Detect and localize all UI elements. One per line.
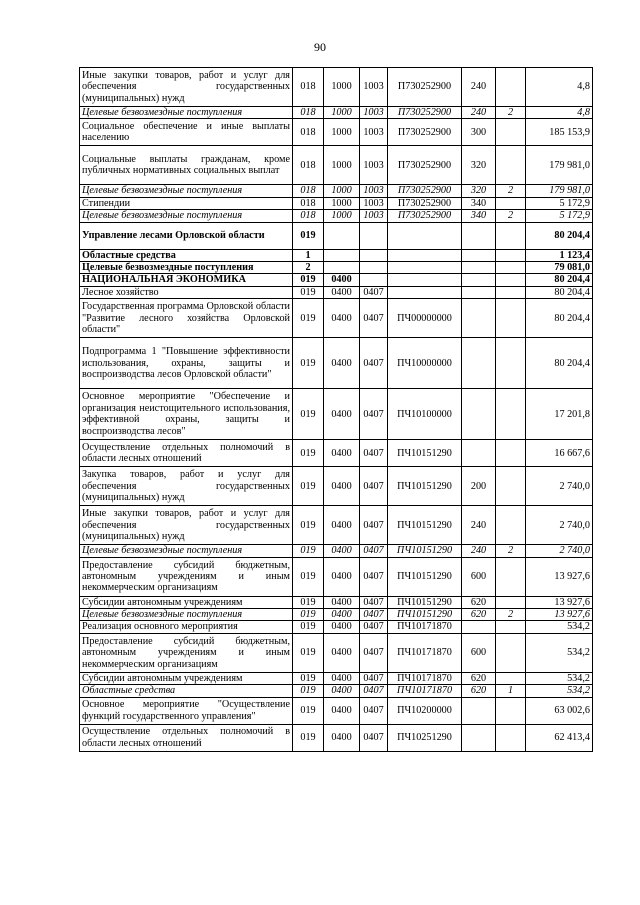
amount-cell: 5 172,9	[526, 210, 593, 222]
section-code-cell: 1000	[324, 107, 360, 119]
expense-type-cell	[462, 621, 496, 633]
section-code-cell	[324, 262, 360, 274]
subsection-code-cell: 1003	[360, 146, 388, 185]
subsection-code-cell: 0407	[360, 557, 388, 596]
row-name-cell: Реализация основного мероприятия	[80, 621, 293, 633]
table-row	[80, 467, 593, 506]
table-row	[80, 672, 593, 684]
amount-cell: 179 981,0	[526, 185, 593, 197]
department-code-cell: 018	[293, 68, 324, 107]
subsection-code-cell: 0407	[360, 685, 388, 697]
section-code-cell: 0400	[324, 338, 360, 389]
department-code-cell: 019	[293, 440, 324, 467]
table-row	[80, 185, 593, 197]
table-row	[80, 338, 593, 389]
table-row	[80, 210, 593, 222]
section-code-cell: 0400	[324, 724, 360, 751]
funding-source-cell	[496, 338, 526, 389]
amount-cell: 13 927,6	[526, 557, 593, 596]
target-article-cell: ПЧ10100000	[388, 389, 462, 440]
expense-type-cell	[462, 222, 496, 249]
table-row	[80, 197, 593, 209]
section-code-cell: 1000	[324, 68, 360, 107]
table-row	[80, 68, 593, 107]
table-row	[80, 389, 593, 440]
amount-cell: 534,2	[526, 672, 593, 684]
amount-cell: 80 204,4	[526, 222, 593, 249]
subsection-code-cell	[360, 262, 388, 274]
amount-cell: 80 204,4	[526, 338, 593, 389]
expense-type-cell: 600	[462, 557, 496, 596]
funding-source-cell: 2	[496, 609, 526, 621]
expense-type-cell: 620	[462, 596, 496, 608]
funding-source-cell: 2	[496, 107, 526, 119]
department-code-cell: 018	[293, 146, 324, 185]
row-name-cell: Управление лесами Орловской области	[80, 222, 293, 249]
expense-type-cell: 620	[462, 672, 496, 684]
department-code-cell: 018	[293, 107, 324, 119]
expense-type-cell	[462, 440, 496, 467]
row-name-cell: Предоставление субсидий бюджетным, автономным учреждениям и иным некоммерческим организациям	[80, 557, 293, 596]
amount-cell: 17 201,8	[526, 389, 593, 440]
section-code-cell: 1000	[324, 146, 360, 185]
row-name-cell: Областные средства	[80, 685, 293, 697]
amount-cell: 5 172,9	[526, 197, 593, 209]
subsection-code-cell: 0407	[360, 621, 388, 633]
department-code-cell: 019	[293, 545, 324, 557]
section-code-cell: 1000	[324, 197, 360, 209]
row-name-cell: Социальные выплаты гражданам, кроме публичных нормативных социальных выплат	[80, 146, 293, 185]
funding-source-cell	[496, 197, 526, 209]
department-code-cell: 019	[293, 596, 324, 608]
row-name-cell: Субсидии автономным учреждениям	[80, 596, 293, 608]
subsection-code-cell: 0407	[360, 338, 388, 389]
department-code-cell: 019	[293, 506, 324, 545]
section-code-cell: 0400	[324, 621, 360, 633]
subsection-code-cell: 1003	[360, 119, 388, 146]
table-row	[80, 222, 593, 249]
funding-source-cell	[496, 222, 526, 249]
section-code-cell: 0400	[324, 467, 360, 506]
funding-source-cell	[496, 724, 526, 751]
target-article-cell: ПЧ10151290	[388, 440, 462, 467]
department-code-cell: 019	[293, 685, 324, 697]
subsection-code-cell: 1003	[360, 210, 388, 222]
target-article-cell: ПЧ10171870	[388, 633, 462, 672]
table-row	[80, 274, 593, 286]
expense-type-cell: 620	[462, 685, 496, 697]
department-code-cell: 019	[293, 621, 324, 633]
amount-cell: 2 740,0	[526, 506, 593, 545]
target-article-cell: П730252900	[388, 146, 462, 185]
amount-cell: 13 927,6	[526, 609, 593, 621]
target-article-cell: ПЧ10200000	[388, 697, 462, 724]
table-row	[80, 286, 593, 298]
expense-type-cell: 240	[462, 107, 496, 119]
subsection-code-cell: 0407	[360, 467, 388, 506]
expense-type-cell: 320	[462, 185, 496, 197]
row-name-cell: Целевые безвозмездные поступления	[80, 107, 293, 119]
expense-type-cell: 240	[462, 545, 496, 557]
department-code-cell: 019	[293, 274, 324, 286]
expense-type-cell: 620	[462, 609, 496, 621]
expense-type-cell	[462, 262, 496, 274]
expense-type-cell	[462, 274, 496, 286]
table-row	[80, 724, 593, 751]
row-name-cell: Целевые безвозмездные поступления	[80, 185, 293, 197]
section-code-cell: 0400	[324, 545, 360, 557]
target-article-cell: П730252900	[388, 197, 462, 209]
row-name-cell: Целевые безвозмездные поступления	[80, 210, 293, 222]
row-name-cell: Целевые безвозмездные поступления	[80, 609, 293, 621]
section-code-cell: 1000	[324, 119, 360, 146]
expense-type-cell: 300	[462, 119, 496, 146]
subsection-code-cell: 0407	[360, 697, 388, 724]
funding-source-cell	[496, 262, 526, 274]
row-name-cell: Основное мероприятие "Обеспечение и организация неистощительного использования, эффективной охраны, защиты и воспроизводства лесов"	[80, 389, 293, 440]
row-name-cell: Иные закупки товаров, работ и услуг для обеспечения государственных (муниципальных) нужд	[80, 506, 293, 545]
table-row	[80, 545, 593, 557]
target-article-cell: ПЧ10171870	[388, 621, 462, 633]
amount-cell: 534,2	[526, 685, 593, 697]
section-code-cell	[324, 222, 360, 249]
subsection-code-cell: 1003	[360, 185, 388, 197]
expense-type-cell	[462, 389, 496, 440]
section-code-cell: 0400	[324, 609, 360, 621]
table-row	[80, 146, 593, 185]
row-name-cell: Субсидии автономным учреждениям	[80, 672, 293, 684]
subsection-code-cell: 1003	[360, 197, 388, 209]
row-name-cell: Государственная программа Орловской области "Развитие лесного хозяйства Орловской области"	[80, 299, 293, 338]
amount-cell: 534,2	[526, 633, 593, 672]
subsection-code-cell: 1003	[360, 68, 388, 107]
row-name-cell: Лесное хозяйство	[80, 286, 293, 298]
subsection-code-cell	[360, 249, 388, 261]
target-article-cell: ПЧ10251290	[388, 724, 462, 751]
amount-cell: 4,8	[526, 68, 593, 107]
row-name-cell: Стипендии	[80, 197, 293, 209]
amount-cell: 80 204,4	[526, 286, 593, 298]
subsection-code-cell: 1003	[360, 107, 388, 119]
funding-source-cell	[496, 633, 526, 672]
subsection-code-cell: 0407	[360, 286, 388, 298]
department-code-cell: 019	[293, 299, 324, 338]
funding-source-cell: 2	[496, 545, 526, 557]
subsection-code-cell: 0407	[360, 545, 388, 557]
funding-source-cell: 2	[496, 210, 526, 222]
amount-cell: 80 204,4	[526, 299, 593, 338]
row-name-cell: Предоставление субсидий бюджетным, автономным учреждениям и иным некоммерческим организациям	[80, 633, 293, 672]
table-row	[80, 557, 593, 596]
amount-cell: 534,2	[526, 621, 593, 633]
table-row	[80, 633, 593, 672]
section-code-cell: 0400	[324, 697, 360, 724]
amount-cell: 80 204,4	[526, 274, 593, 286]
section-code-cell: 0400	[324, 633, 360, 672]
row-name-cell: Целевые безвозмездные поступления	[80, 545, 293, 557]
target-article-cell: ПЧ00000000	[388, 299, 462, 338]
section-code-cell: 0400	[324, 596, 360, 608]
subsection-code-cell: 0407	[360, 724, 388, 751]
expense-type-cell	[462, 338, 496, 389]
funding-source-cell	[496, 68, 526, 107]
department-code-cell: 018	[293, 119, 324, 146]
row-name-cell: Социальное обеспечение и иные выплаты населению	[80, 119, 293, 146]
target-article-cell: П730252900	[388, 185, 462, 197]
department-code-cell: 1	[293, 249, 324, 261]
row-name-cell: Осуществление отдельных полномочий в области лесных отношений	[80, 440, 293, 467]
section-code-cell: 0400	[324, 672, 360, 684]
expense-type-cell: 240	[462, 506, 496, 545]
target-article-cell: ПЧ10000000	[388, 338, 462, 389]
expense-type-cell	[462, 286, 496, 298]
funding-source-cell	[496, 286, 526, 298]
amount-cell: 179 981,0	[526, 146, 593, 185]
department-code-cell: 018	[293, 210, 324, 222]
target-article-cell: ПЧ10151290	[388, 506, 462, 545]
department-code-cell: 2	[293, 262, 324, 274]
amount-cell: 63 002,6	[526, 697, 593, 724]
section-code-cell: 0400	[324, 685, 360, 697]
subsection-code-cell: 0407	[360, 633, 388, 672]
target-article-cell: ПЧ10171870	[388, 672, 462, 684]
subsection-code-cell: 0407	[360, 389, 388, 440]
department-code-cell: 019	[293, 724, 324, 751]
department-code-cell: 019	[293, 286, 324, 298]
funding-source-cell	[496, 506, 526, 545]
expense-type-cell: 600	[462, 633, 496, 672]
expense-type-cell	[462, 249, 496, 261]
funding-source-cell: 1	[496, 685, 526, 697]
target-article-cell: ПЧ10171870	[388, 685, 462, 697]
subsection-code-cell: 0407	[360, 596, 388, 608]
section-code-cell: 0400	[324, 299, 360, 338]
budget-table	[79, 67, 593, 752]
table-row	[80, 299, 593, 338]
expense-type-cell: 240	[462, 68, 496, 107]
amount-cell: 16 667,6	[526, 440, 593, 467]
target-article-cell: П730252900	[388, 210, 462, 222]
target-article-cell: ПЧ10151290	[388, 545, 462, 557]
amount-cell: 1 123,4	[526, 249, 593, 261]
funding-source-cell	[496, 467, 526, 506]
target-article-cell: П730252900	[388, 107, 462, 119]
subsection-code-cell	[360, 222, 388, 249]
funding-source-cell	[496, 621, 526, 633]
funding-source-cell: 2	[496, 185, 526, 197]
row-name-cell: Иные закупки товаров, работ и услуг для обеспечения государственных (муниципальных) нужд	[80, 68, 293, 107]
funding-source-cell	[496, 672, 526, 684]
expense-type-cell: 200	[462, 467, 496, 506]
department-code-cell: 019	[293, 389, 324, 440]
row-name-cell: Осуществление отдельных полномочий в области лесных отношений	[80, 724, 293, 751]
table-row	[80, 697, 593, 724]
funding-source-cell	[496, 557, 526, 596]
row-name-cell: Основное мероприятие "Осуществление функций государственного управления"	[80, 697, 293, 724]
funding-source-cell	[496, 440, 526, 467]
department-code-cell: 019	[293, 222, 324, 249]
row-name-cell: Закупка товаров, работ и услуг для обеспечения государственных (муниципальных) нужд	[80, 467, 293, 506]
subsection-code-cell: 0407	[360, 299, 388, 338]
table-row	[80, 262, 593, 274]
funding-source-cell	[496, 697, 526, 724]
page-number: 90	[314, 40, 326, 54]
section-code-cell: 0400	[324, 506, 360, 545]
department-code-cell: 019	[293, 467, 324, 506]
subsection-code-cell: 0407	[360, 440, 388, 467]
target-article-cell	[388, 262, 462, 274]
target-article-cell	[388, 249, 462, 261]
department-code-cell: 019	[293, 609, 324, 621]
funding-source-cell	[496, 249, 526, 261]
amount-cell: 62 413,4	[526, 724, 593, 751]
table-row	[80, 249, 593, 261]
section-code-cell: 0400	[324, 440, 360, 467]
target-article-cell	[388, 222, 462, 249]
section-code-cell: 1000	[324, 210, 360, 222]
funding-source-cell	[496, 389, 526, 440]
section-code-cell: 0400	[324, 389, 360, 440]
expense-type-cell: 340	[462, 210, 496, 222]
row-name-cell: НАЦИОНАЛЬНАЯ ЭКОНОМИКА	[80, 274, 293, 286]
target-article-cell: П730252900	[388, 68, 462, 107]
amount-cell: 79 081,0	[526, 262, 593, 274]
department-code-cell: 018	[293, 197, 324, 209]
target-article-cell: ПЧ10151290	[388, 596, 462, 608]
expense-type-cell: 320	[462, 146, 496, 185]
subsection-code-cell	[360, 274, 388, 286]
department-code-cell: 018	[293, 185, 324, 197]
expense-type-cell	[462, 299, 496, 338]
funding-source-cell	[496, 274, 526, 286]
funding-source-cell	[496, 596, 526, 608]
amount-cell: 4,8	[526, 107, 593, 119]
department-code-cell: 019	[293, 697, 324, 724]
department-code-cell: 019	[293, 557, 324, 596]
section-code-cell: 0400	[324, 274, 360, 286]
funding-source-cell	[496, 299, 526, 338]
funding-source-cell	[496, 119, 526, 146]
table-row	[80, 596, 593, 608]
table-row	[80, 506, 593, 545]
table-row	[80, 440, 593, 467]
table-row	[80, 107, 593, 119]
amount-cell: 2 740,0	[526, 545, 593, 557]
subsection-code-cell: 0407	[360, 672, 388, 684]
funding-source-cell	[496, 146, 526, 185]
section-code-cell: 1000	[324, 185, 360, 197]
row-name-cell: Подпрограмма 1 "Повышение эффективности использования, охраны, защиты и воспроизводства лесов Орловской области"	[80, 338, 293, 389]
target-article-cell: ПЧ10151290	[388, 609, 462, 621]
target-article-cell	[388, 286, 462, 298]
expense-type-cell	[462, 697, 496, 724]
target-article-cell: ПЧ10151290	[388, 467, 462, 506]
expense-type-cell	[462, 724, 496, 751]
section-code-cell: 0400	[324, 286, 360, 298]
target-article-cell: ПЧ10151290	[388, 557, 462, 596]
department-code-cell: 019	[293, 633, 324, 672]
subsection-code-cell: 0407	[360, 506, 388, 545]
department-code-cell: 019	[293, 338, 324, 389]
department-code-cell: 019	[293, 672, 324, 684]
table-row	[80, 609, 593, 621]
budget-table-body	[80, 68, 593, 752]
target-article-cell	[388, 274, 462, 286]
expense-type-cell: 340	[462, 197, 496, 209]
amount-cell: 2 740,0	[526, 467, 593, 506]
row-name-cell: Целевые безвозмездные поступления	[80, 262, 293, 274]
subsection-code-cell: 0407	[360, 609, 388, 621]
section-code-cell	[324, 249, 360, 261]
row-name-cell: Областные средства	[80, 249, 293, 261]
table-row	[80, 685, 593, 697]
target-article-cell: П730252900	[388, 119, 462, 146]
amount-cell: 185 153,9	[526, 119, 593, 146]
section-code-cell: 0400	[324, 557, 360, 596]
table-row	[80, 621, 593, 633]
table-row	[80, 119, 593, 146]
amount-cell: 13 927,6	[526, 596, 593, 608]
